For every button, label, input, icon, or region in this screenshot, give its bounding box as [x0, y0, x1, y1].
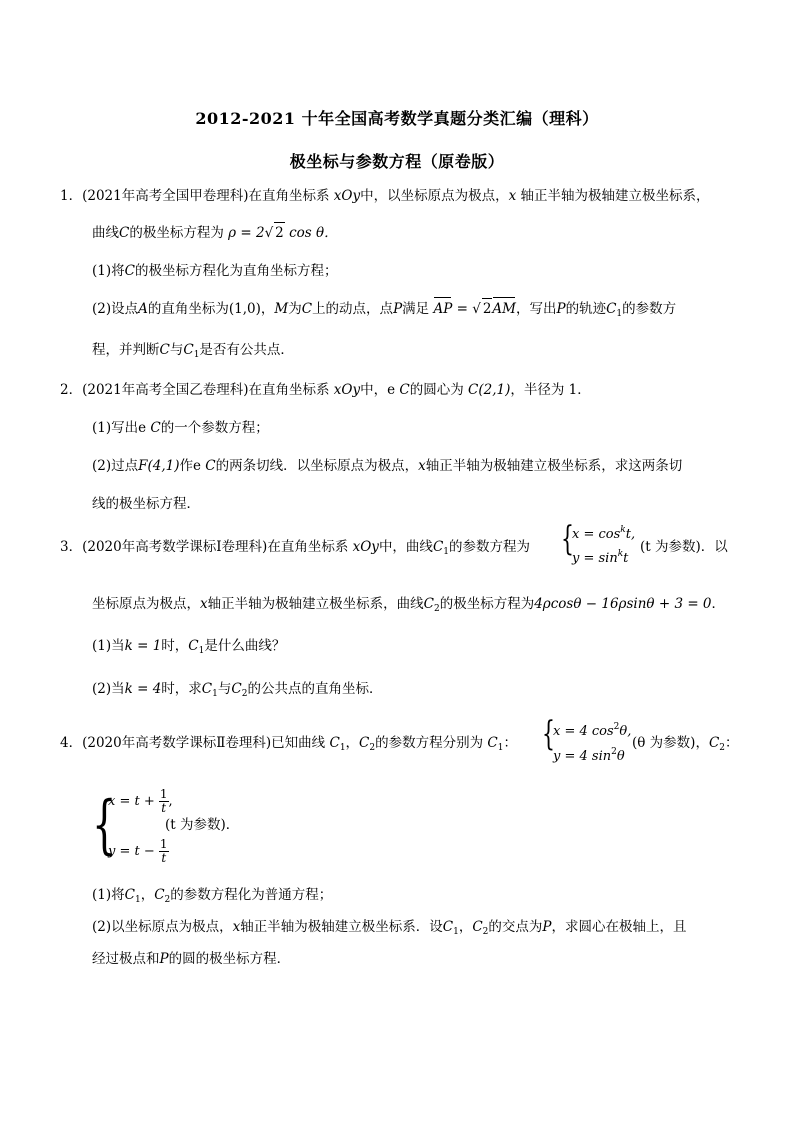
- math: P: [542, 919, 552, 935]
- text: 是什么曲线？: [204, 638, 286, 654]
- param-system-line-1: $x = \cos^kt$,: [572, 525, 636, 542]
- left-brace: {: [561, 519, 574, 559]
- text: (θ 为参数)，: [632, 735, 709, 751]
- text: 坐标原点为极点，: [92, 596, 200, 612]
- numerator: 1: [159, 837, 168, 851]
- problem-number: 4．: [60, 735, 83, 751]
- text: 时，求: [161, 681, 202, 697]
- param-system-line-2: $y = \sin^kt$: [572, 549, 629, 566]
- text: ，求圆心在极轴上，且: [551, 919, 687, 935]
- problem-source: (2021年高考全国乙卷理科): [82, 382, 249, 398]
- text: 在直角坐标系: [248, 188, 330, 204]
- text: ：: [725, 735, 739, 751]
- problem-2-question-1: [92, 418, 269, 438]
- problem-1-question-2-cont: 程，并判断C与$C_1$是否有公共点．: [92, 342, 294, 360]
- math: C: [188, 638, 199, 654]
- problem-3-line-1-tail: [640, 537, 728, 557]
- text: 满足: [402, 301, 430, 317]
- text: 与: [217, 681, 232, 697]
- param-system-2-line-2: [108, 838, 169, 865]
- text: 中，以坐标原点为极点，: [360, 188, 509, 204]
- math: x: [418, 458, 426, 474]
- math: F(4,1): [138, 458, 180, 474]
- problem-1-question-2: (2)设点A的直角坐标为(1,0)，M为C上的动点，点P满足 AP = √ 2AM，写出P的轨迹$C_1$的参数方: [92, 298, 676, 324]
- text: 时，: [161, 638, 189, 654]
- denominator: t: [161, 801, 167, 815]
- math: ρ = 2: [228, 225, 265, 241]
- text: 轴正半轴为极轴建立极坐标系，曲线: [207, 596, 424, 612]
- text: ．: [711, 596, 726, 612]
- document-subtitle: 极坐标与参数方程（原卷版）: [289, 152, 505, 171]
- math: C: [201, 681, 213, 697]
- text: 是否有公共点．: [199, 342, 294, 358]
- text: 中，: [360, 382, 388, 398]
- math: x: [200, 596, 208, 612]
- problem-3-question-2: (2)当k = 4时，求$C_1$与$C_2$的公共点的直角坐标．: [92, 681, 383, 699]
- left-brace: {: [92, 788, 117, 862]
- problem-4-question-2-cont: [92, 949, 290, 969]
- math: P: [393, 301, 403, 317]
- math: =: [456, 301, 468, 317]
- problem-1-question-1: [92, 261, 337, 281]
- text: ：: [503, 735, 517, 751]
- text: 轴正半轴为极轴建立极坐标系，: [520, 188, 710, 204]
- math: C: [442, 919, 454, 935]
- param-system-line-1: x = 4 $\cos^2\theta$,: [553, 722, 632, 739]
- math: C: [124, 887, 135, 903]
- math: M: [274, 301, 289, 317]
- text: 的参数方: [622, 301, 677, 317]
- text: (t 为参数): [640, 539, 701, 555]
- text: 中，曲线: [378, 539, 433, 555]
- math: y = 4 sin: [553, 749, 612, 764]
- problem-source: (2020年高考数学课标Ⅰ卷理科): [82, 539, 268, 555]
- text: (2)以坐标原点为极点，: [92, 919, 233, 935]
- math: C: [708, 735, 720, 751]
- math: x = cos: [572, 527, 621, 542]
- problem-1-line-1: [60, 186, 710, 206]
- math: C: [472, 919, 483, 935]
- problem-number: 2．: [60, 382, 83, 398]
- problem-3-line-1: 3．(2020年高考数学课标Ⅰ卷理科)在直角坐标系 xOy中，曲线$C_1$的参数方程为: [60, 539, 531, 557]
- math: C: [487, 735, 498, 751]
- text: ，: [345, 735, 360, 751]
- problem-3-line-2: 坐标原点为极点，x轴正半轴为极轴建立极坐标系，曲线$C_2$的极坐标方程为4ρcosθ − 16ρsinθ + 3 = 0．: [92, 596, 726, 614]
- problem-4-param-2: (t 为参数)．: [165, 817, 240, 833]
- math: C: [432, 539, 444, 555]
- math: k = 1: [124, 638, 162, 654]
- text: 的极坐标方程为: [129, 225, 224, 241]
- left-brace: {: [542, 714, 555, 754]
- math: P: [556, 301, 566, 317]
- math: C: [329, 735, 340, 751]
- math: A: [138, 301, 148, 317]
- denominator: t: [161, 851, 167, 865]
- text: 的轨迹: [565, 301, 607, 317]
- math: 4ρcosθ − 16ρsinθ + 3 = 0: [534, 596, 712, 612]
- math: cos θ．: [289, 225, 338, 241]
- text: 的一个参数方程；: [160, 420, 269, 436]
- text: (1)将: [92, 263, 125, 279]
- text: (2)当: [92, 681, 125, 697]
- text: (1)写出: [92, 420, 139, 436]
- text: (1)将: [92, 887, 125, 903]
- text: 上的动点，点: [312, 301, 394, 317]
- math: 2: [482, 298, 493, 319]
- math: C(2,1): [468, 382, 511, 398]
- text: 的参数方程分别为: [375, 735, 484, 751]
- text: 的参数方程化为普通方程；: [170, 887, 333, 903]
- circle-symbol: e: [193, 458, 201, 474]
- math: C: [124, 263, 135, 279]
- text: 作: [179, 458, 193, 474]
- math: xOy: [352, 539, 379, 555]
- text: 经过极点和: [92, 951, 160, 967]
- text: 与: [169, 342, 184, 358]
- math: C: [359, 735, 370, 751]
- math: xOy: [333, 188, 361, 204]
- param-system-line-2: y = 4 $\sin^2\theta$: [553, 747, 625, 764]
- text: 的极坐标方程为: [439, 596, 535, 612]
- text: (1)当: [92, 638, 125, 654]
- math: k = 4: [124, 681, 162, 697]
- text: 为: [288, 301, 302, 317]
- text: ．以: [700, 539, 728, 555]
- text: 在直角坐标系: [248, 382, 330, 398]
- text: 轴正半轴为极轴建立极坐标系．设: [240, 919, 443, 935]
- math: C: [231, 681, 242, 697]
- math: xOy: [333, 382, 361, 398]
- text: 的参数方程为: [449, 539, 531, 555]
- math: y = sin: [572, 551, 618, 566]
- text: (2)设点: [92, 301, 139, 317]
- fraction: [159, 788, 169, 815]
- circle-symbol: e: [387, 382, 396, 398]
- math: C: [119, 225, 130, 241]
- math: θ,: [619, 724, 632, 739]
- problem-2-line-1: [60, 380, 591, 400]
- problem-3-question-1: (1)当k = 1时，$C_1$是什么曲线？: [92, 638, 286, 656]
- problem-2-question-2: [92, 456, 682, 476]
- math: y = t −: [108, 844, 155, 859]
- text: 的直角坐标为: [147, 301, 229, 317]
- problem-number: 1．: [60, 188, 83, 204]
- text: ，写出: [515, 301, 557, 317]
- math: t,: [625, 527, 636, 542]
- fraction: [159, 838, 169, 865]
- problem-source: (2021年高考全国甲卷理科): [82, 188, 249, 204]
- problem-2-question-2-cont: 线的极坐标方程．: [92, 496, 200, 512]
- math: C: [205, 458, 216, 474]
- text: 在直角坐标系: [267, 539, 349, 555]
- text: 的两条切线．以坐标原点为极点，: [215, 458, 419, 474]
- math: t: [623, 551, 629, 566]
- text: ，: [140, 887, 155, 903]
- document-title: 2012-2021 十年全国高考数学真题分类汇编（理科）: [195, 109, 599, 128]
- math: x: [508, 188, 517, 204]
- math: C: [154, 887, 165, 903]
- problem-4-line-1: 4．(2020年高考数学课标Ⅱ卷理科)已知曲线 $C_1$，$C_2$的参数方程分别为 $C_1$：: [60, 735, 517, 753]
- text: 的圆心为: [409, 382, 464, 398]
- math: C: [423, 596, 434, 612]
- text: 曲线: [92, 225, 119, 241]
- math: C: [301, 301, 313, 317]
- problem-4-question-1: (1)将$C_1$，$C_2$的参数方程化为普通方程；: [92, 887, 333, 905]
- math: x = t +: [108, 794, 155, 809]
- problem-4-line-1-tail: (θ 为参数)，$C_2$：: [632, 735, 739, 753]
- math: θ: [616, 749, 625, 764]
- text: (2)过点: [92, 458, 139, 474]
- text: 的公共点的直角坐标．: [247, 681, 383, 697]
- text: 轴正半轴为极轴建立极坐标系，求这两条切: [425, 458, 683, 474]
- math: x = 4 cos: [553, 724, 614, 739]
- vector-AM: AM: [492, 301, 516, 317]
- text: ，: [260, 301, 275, 317]
- math: C: [150, 420, 161, 436]
- text: 的圆的极坐标方程．: [168, 951, 291, 967]
- numerator: 1: [159, 787, 168, 801]
- vector-AP: AP: [433, 301, 453, 317]
- text: ，半径为 1．: [510, 382, 591, 398]
- math: C: [183, 342, 194, 358]
- math: C: [159, 342, 170, 358]
- math: C: [399, 382, 410, 398]
- problem-4-question-2: (2)以坐标原点为极点，x轴正半轴为极轴建立极坐标系．设$C_1$，$C_2$的交点为P，求圆心在极轴上，且: [92, 919, 687, 937]
- math: 2: [274, 222, 285, 243]
- text: ，: [458, 919, 473, 935]
- text: 的极坐标方程化为直角坐标方程；: [134, 263, 338, 279]
- problem-source: (2020年高考数学课标Ⅱ卷理科): [82, 735, 272, 751]
- text: 程，并判断: [92, 342, 160, 358]
- problem-number: 3．: [60, 539, 83, 555]
- math: (1,0): [228, 301, 261, 317]
- circle-symbol: e: [138, 420, 147, 436]
- text: 已知曲线: [271, 735, 326, 751]
- math: C: [606, 301, 617, 317]
- math: x: [232, 919, 241, 935]
- math: P: [159, 951, 169, 967]
- param-system-2-line-1: x = t + $\frac{1}{t}$ ,: [108, 787, 173, 815]
- text: 的交点为: [488, 919, 543, 935]
- problem-1-line-2: 曲线C的极坐标方程为 ρ = 2√ 2 cos θ．: [92, 222, 338, 243]
